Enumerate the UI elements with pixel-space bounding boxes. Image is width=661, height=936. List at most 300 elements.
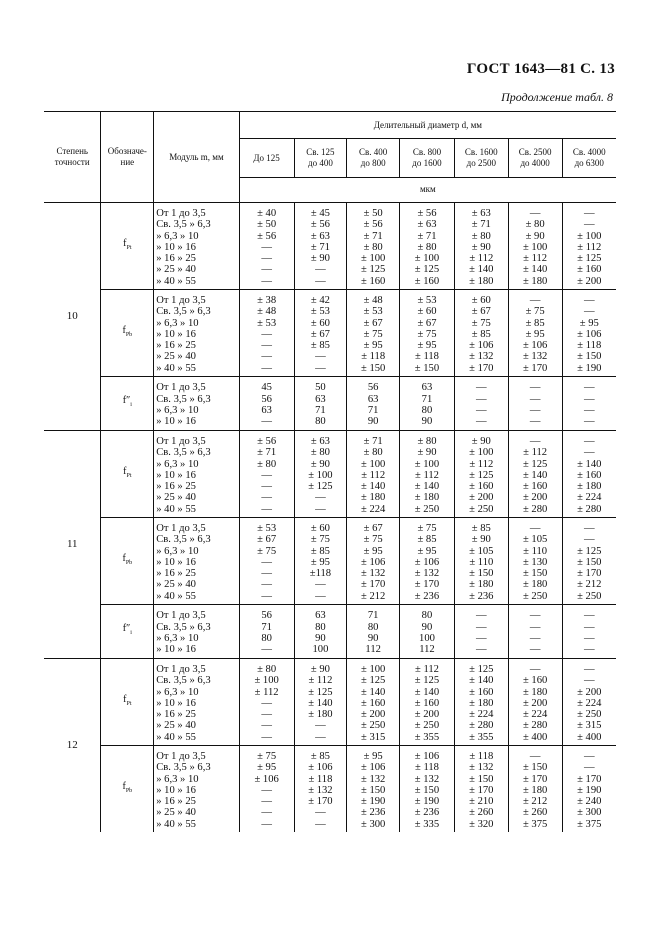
tolerance-value: — — [476, 610, 487, 622]
tolerance-value: ± 400 — [577, 731, 602, 743]
tolerance-value: ± 95 — [363, 340, 383, 352]
tolerance-value: — — [476, 633, 487, 644]
tolerance-value: ± 80 — [525, 219, 545, 231]
tolerance-value: ± 45 — [310, 207, 330, 219]
tolerance-value: ± 118 — [469, 750, 494, 762]
tolerance-value: 50 — [315, 382, 326, 394]
tolerance-value: — — [476, 382, 487, 394]
tolerance-value: — — [583, 294, 595, 306]
value-cell — [239, 431, 294, 518]
tolerance-value: — — [315, 264, 326, 276]
tolerance-value: ± 140 — [469, 264, 494, 276]
header-symbol-line: ние — [120, 157, 135, 167]
value-cell — [294, 659, 347, 746]
tolerance-value: 63 — [367, 393, 379, 405]
value-cell — [454, 377, 508, 431]
module-range: Св. 3,5 » 6,3 — [156, 675, 211, 687]
tolerance-value: ± 95 — [417, 545, 437, 557]
value-cell — [400, 746, 455, 833]
tolerance-value: ± 315 — [360, 731, 386, 743]
value-cell — [294, 518, 347, 605]
module-range: » 25 » 40 — [156, 807, 196, 819]
tolerance-value: ± 150 — [577, 556, 602, 568]
module-range: От 1 до 3,5 — [156, 294, 206, 306]
tolerance-value: ± 53 — [310, 306, 330, 318]
tolerance-value: ± 170 — [469, 784, 494, 796]
tolerance-value: — — [476, 405, 487, 416]
tolerance-value: ± 67 — [471, 306, 491, 318]
header-diameter-col-line: До 125 — [253, 152, 280, 163]
module-range: » 10 » 16 — [156, 328, 196, 340]
tolerance-value: ± 240 — [577, 796, 602, 808]
tolerance-value: ± 100 — [360, 253, 386, 265]
tolerance-value: ± 106 — [360, 556, 386, 568]
tolerance-value: — — [583, 447, 595, 459]
tolerance-value: — — [261, 784, 272, 796]
tolerance-value: 80 — [261, 633, 272, 644]
tolerance-value: — — [583, 416, 595, 428]
module-range: » 6,3 » 10 — [156, 458, 199, 470]
tolerance-value: ± 48 — [363, 294, 383, 306]
tolerance-value: ± 335 — [414, 818, 440, 830]
tolerance-value: ± 100 — [577, 230, 602, 242]
tolerance-value: ± 71 — [257, 447, 277, 459]
tolerance-value: ± 150 — [522, 568, 548, 580]
header-diameter-col — [294, 139, 347, 178]
tolerance-value: ± 224 — [469, 709, 494, 721]
tolerance-value: ± 112 — [308, 675, 333, 687]
value-cell — [562, 518, 616, 605]
tolerance-value: ± 80 — [417, 435, 437, 447]
tolerance-value: 63 — [421, 382, 433, 394]
tolerance-value: ± 112 — [414, 663, 439, 675]
value-cell — [508, 605, 562, 659]
module-range: » 40 » 55 — [156, 590, 196, 602]
tolerance-value: ± 71 — [310, 241, 330, 253]
module-range: От 1 до 3,5 — [156, 750, 206, 762]
value-cell — [239, 518, 294, 605]
tolerance-value: — — [261, 492, 272, 504]
tolerance-value: — — [583, 393, 595, 405]
value-cell — [508, 203, 562, 290]
tolerance-value: ± 200 — [522, 492, 548, 504]
tolerance-value: ± 110 — [469, 556, 494, 568]
tolerance-value: ± 118 — [308, 773, 333, 785]
header-diameter-col — [562, 139, 616, 178]
tolerance-value: — — [529, 382, 541, 394]
tolerance-value: ± 53 — [363, 306, 383, 318]
module-range: » 16 » 25 — [156, 796, 196, 808]
tolerance-value: ± 212 — [522, 796, 548, 808]
tolerance-value: ± 95 — [257, 762, 277, 774]
tolerance-value: ± 100 — [522, 241, 548, 253]
tolerance-value: ± 95 — [417, 340, 437, 352]
module-range: » 6,3 » 10 — [156, 686, 199, 698]
tolerance-value: — — [583, 663, 595, 675]
tolerance-value: ± 200 — [577, 686, 602, 698]
tolerance-value: ± 118 — [361, 351, 386, 363]
tolerance-value: ± 112 — [469, 253, 494, 265]
tolerance-symbol-sub: Pt — [126, 700, 132, 707]
tolerance-value: — — [583, 633, 595, 644]
module-range: » 40 » 55 — [156, 275, 196, 287]
tolerance-value: ± 85 — [310, 545, 330, 557]
tolerance-value: ± 105 — [469, 545, 494, 557]
tolerance-value: — — [583, 675, 595, 687]
tolerance-value: — — [529, 294, 541, 306]
tolerance-value: — — [529, 663, 541, 675]
tolerance-value: ± 53 — [417, 294, 437, 306]
tolerance-value: ± 170 — [522, 362, 548, 374]
module-range: » 10 » 16 — [156, 469, 196, 481]
tolerance-value: ± 170 — [360, 579, 386, 591]
tolerance-value: ± 100 — [360, 663, 386, 675]
tolerance-value: ± 190 — [577, 784, 602, 796]
tolerance-value: ± 180 — [308, 709, 333, 721]
tolerance-value: — — [261, 351, 272, 363]
tolerance-value: ± 250 — [414, 720, 440, 732]
tolerance-value: — — [583, 534, 595, 546]
module-cell — [154, 746, 239, 833]
tolerance-value: ± 180 — [414, 492, 440, 504]
tolerance-symbol-main: f″ — [122, 395, 131, 407]
tolerance-value: ± 160 — [469, 686, 494, 698]
tolerance-value: ± 140 — [522, 469, 548, 481]
tolerance-value: ± 80 — [471, 230, 491, 242]
tolerance-value: ± 140 — [360, 686, 386, 698]
header-diameter-col-line: Св. 1600 — [464, 147, 498, 157]
tolerance-value: ± 132 — [414, 773, 440, 785]
module-cell — [154, 659, 239, 746]
header-diameter-col — [347, 139, 400, 178]
tolerance-value: — — [315, 579, 326, 591]
tolerance-symbol-sub: Pb — [125, 559, 133, 566]
tolerance-value: — — [315, 818, 326, 830]
value-cell — [347, 203, 400, 290]
tolerance-value: — — [261, 818, 272, 830]
header-module: Модуль m, мм — [154, 112, 239, 203]
tolerance-value: 90 — [367, 416, 379, 428]
tolerance-value: — — [315, 590, 326, 602]
tolerance-value: ± 106 — [254, 773, 279, 785]
tolerance-value: ± 105 — [522, 534, 548, 546]
tolerance-symbol-sub: i — [130, 402, 132, 409]
tolerance-value: 80 — [315, 621, 326, 633]
tolerance-value: ± 56 — [257, 435, 277, 447]
tolerance-value: 90 — [367, 633, 379, 644]
tolerance-value: — — [583, 522, 595, 534]
tolerance-value: ± 125 — [577, 545, 602, 557]
module-range: Св. 3,5 » 6,3 — [156, 219, 211, 231]
tolerance-value: ± 160 — [577, 264, 602, 276]
tolerance-value: ± 180 — [360, 492, 386, 504]
tolerance-symbol — [101, 605, 154, 659]
tolerance-symbol-main: f″ — [122, 623, 131, 635]
value-cell — [239, 746, 294, 833]
tolerance-value: ± 132 — [469, 351, 494, 363]
tolerance-value: 71 — [315, 405, 326, 416]
tolerance-value: ± 200 — [522, 697, 548, 709]
module-range: От 1 до 3,5 — [156, 207, 206, 219]
module-range: » 16 » 25 — [156, 253, 196, 265]
module-range: » 25 » 40 — [156, 264, 196, 276]
tolerance-value: ± 224 — [522, 709, 548, 721]
tolerance-value: ± 67 — [257, 534, 277, 546]
header-diameter-col-line: до 800 — [360, 158, 386, 168]
tolerance-value: ± 75 — [310, 534, 330, 546]
tolerance-value: ± 170 — [469, 362, 494, 374]
tolerance-value: ± 150 — [360, 784, 386, 796]
tolerance-value: ± 150 — [522, 762, 548, 774]
tolerance-value: ± 75 — [363, 328, 383, 340]
tolerance-value: ± 180 — [522, 275, 548, 287]
tolerance-value: — — [583, 610, 595, 622]
tolerance-value: ± 160 — [522, 481, 548, 493]
tolerance-value: — — [261, 253, 272, 265]
tolerance-value: ± 140 — [414, 686, 440, 698]
tolerance-value: ± 150 — [414, 784, 440, 796]
tolerance-value: 63 — [315, 610, 326, 622]
tolerance-value: 56 — [367, 382, 379, 394]
module-range: » 6,3 » 10 — [156, 545, 199, 557]
module-range: Св. 3,5 » 6,3 — [156, 447, 211, 459]
tolerance-value: ± 170 — [308, 796, 333, 808]
tolerance-value: ± 170 — [577, 773, 602, 785]
tolerance-value: ± 112 — [523, 447, 548, 459]
tolerance-value: ± 180 — [469, 579, 494, 591]
tolerance-value: 80 — [367, 621, 379, 633]
tolerance-value: ± 112 — [361, 469, 386, 481]
value-cell — [400, 290, 455, 377]
tolerance-value: 63 — [315, 393, 326, 405]
module-range: От 1 до 3,5 — [156, 663, 206, 675]
tolerance-value: ± 100 — [414, 458, 440, 470]
tolerance-value: ± 180 — [522, 784, 548, 796]
tolerance-value: ± 320 — [469, 818, 494, 830]
tolerance-value: ± 71 — [363, 230, 383, 242]
tolerance-value: ± 90 — [417, 447, 437, 459]
value-cell — [400, 377, 455, 431]
module-range: » 25 » 40 — [156, 720, 196, 732]
tolerance-value: ± 80 — [310, 447, 330, 459]
tolerance-value: ± 160 — [360, 697, 386, 709]
value-cell — [508, 431, 562, 518]
tolerance-value: 71 — [367, 405, 379, 416]
tolerance-value: ± 56 — [310, 219, 330, 231]
tolerance-value: — — [529, 750, 541, 762]
tolerance-symbol-main: f — [123, 465, 127, 477]
value-cell — [400, 518, 455, 605]
value-cell — [454, 518, 508, 605]
tolerance-value: ± 80 — [257, 458, 277, 470]
module-range: Св. 3,5 » 6,3 — [156, 621, 211, 633]
value-cell — [294, 605, 347, 659]
tolerance-value: — — [315, 362, 326, 374]
tolerance-value: ± 40 — [257, 207, 277, 219]
tolerance-value: — — [261, 275, 272, 287]
tolerance-value: ± 250 — [360, 720, 386, 732]
tolerance-value: ± 50 — [257, 219, 277, 231]
value-cell — [347, 659, 400, 746]
tolerance-value: ± 355 — [414, 731, 440, 743]
tolerance-value: ± 280 — [522, 720, 548, 732]
module-range: » 10 » 16 — [156, 644, 196, 656]
module-range: » 25 » 40 — [156, 579, 196, 591]
table-continuation-label: Продолжение табл. 8 — [501, 90, 613, 104]
tolerance-value: ± 315 — [577, 720, 602, 732]
tolerance-value: ± 56 — [417, 207, 437, 219]
module-range: От 1 до 3,5 — [156, 522, 206, 534]
header-diameter-col — [454, 139, 508, 178]
header-diameter-col-line: до 2500 — [466, 158, 496, 168]
tolerance-value: ± 63 — [310, 435, 330, 447]
tolerance-value: — — [529, 207, 541, 219]
tolerance-value: ± 112 — [523, 253, 548, 265]
value-cell — [400, 659, 455, 746]
module-range: » 40 » 55 — [156, 362, 196, 374]
tolerance-value: ± 125 — [360, 264, 386, 276]
module-cell — [154, 431, 239, 518]
tolerance-value: ± 80 — [363, 447, 383, 459]
tolerance-value: ± 212 — [360, 590, 386, 602]
value-cell — [508, 659, 562, 746]
tolerance-value: — — [261, 568, 272, 580]
tolerance-value: ± 75 — [257, 750, 277, 762]
header-diameter-col-line: Св. 800 — [412, 147, 442, 157]
tolerance-value: ± 200 — [469, 492, 494, 504]
tolerance-symbol — [101, 659, 154, 746]
tolerance-value: ± 250 — [522, 590, 548, 602]
tolerance-value: ± 170 — [414, 579, 440, 591]
tolerance-value: — — [261, 503, 272, 515]
tolerance-value: — — [261, 416, 272, 428]
value-cell — [347, 290, 400, 377]
tolerance-value: — — [583, 207, 595, 219]
tolerance-value: — — [261, 720, 272, 732]
tolerance-value: 112 — [419, 644, 435, 656]
tolerance-value: ± 224 — [577, 492, 602, 504]
tolerance-value: — — [315, 275, 326, 287]
tolerance-value: — — [261, 469, 272, 481]
value-cell — [239, 377, 294, 431]
tolerance-value: ± 63 — [471, 207, 491, 219]
tolerance-value: ± 118 — [414, 351, 439, 363]
tolerance-value: ± 48 — [257, 306, 277, 318]
value-cell — [562, 746, 616, 833]
tolerance-value: ± 106 — [469, 340, 494, 352]
tolerance-value: — — [261, 340, 272, 352]
module-range: От 1 до 3,5 — [156, 435, 206, 447]
tolerance-value: ± 112 — [254, 686, 279, 698]
tolerance-symbol — [101, 203, 154, 290]
tolerance-symbol-main: f — [122, 324, 126, 336]
module-range: » 16 » 25 — [156, 340, 196, 352]
tolerance-value: ± 160 — [414, 275, 440, 287]
precision-degree: 11 — [44, 431, 101, 659]
module-cell — [154, 605, 239, 659]
tolerance-value: — — [261, 796, 272, 808]
header-diameter-col-line: Св. 125 — [306, 147, 335, 157]
tolerance-symbol-sub: Pt — [126, 472, 132, 479]
tolerance-value: 90 — [421, 416, 433, 428]
tolerance-value: ± 85 — [417, 534, 437, 546]
tolerance-value: ± 80 — [363, 241, 383, 253]
tolerance-value: ± 132 — [469, 762, 494, 774]
tolerance-value: ± 375 — [522, 818, 548, 830]
tolerance-value: — — [261, 590, 272, 602]
value-cell — [294, 290, 347, 377]
tolerance-value: ± 160 — [522, 675, 548, 687]
value-cell — [294, 431, 347, 518]
tolerance-value: ± 110 — [523, 545, 548, 557]
tolerance-value: — — [529, 393, 541, 405]
tolerance-value: — — [315, 492, 326, 504]
tolerance-value: — — [261, 556, 272, 568]
value-cell — [400, 605, 455, 659]
tolerance-value: — — [261, 579, 272, 591]
tolerance-value: ± 355 — [469, 731, 494, 743]
tolerance-symbol — [101, 431, 154, 518]
tolerance-value: ± 106 — [360, 762, 386, 774]
tolerance-value: ± 250 — [469, 503, 494, 515]
tolerance-value: ± 125 — [469, 469, 494, 481]
header-diameter-col — [400, 139, 455, 178]
tolerance-value: ± 132 — [308, 784, 333, 796]
tolerance-value: ± 67 — [363, 317, 383, 329]
header-degree-line: точности — [54, 157, 90, 167]
value-cell — [508, 746, 562, 833]
header-diameter-col-line: до 6300 — [574, 158, 604, 168]
value-cell — [454, 203, 508, 290]
tolerance-value: ± 50 — [363, 207, 383, 219]
tolerance-value: 100 — [419, 633, 435, 644]
tolerance-value: — — [529, 621, 541, 633]
tolerance-value: ± 132 — [522, 351, 548, 363]
tolerance-value: — — [529, 405, 541, 416]
tolerance-value: — — [583, 382, 595, 394]
module-cell — [154, 203, 239, 290]
value-cell — [454, 605, 508, 659]
tolerance-value: ± 236 — [414, 807, 440, 819]
tolerance-value: ± 280 — [522, 503, 548, 515]
tolerance-value: 112 — [365, 644, 381, 656]
tolerance-value: ± 67 — [417, 317, 437, 329]
tolerance-value: ± 280 — [577, 503, 602, 515]
tolerance-value: ± 112 — [469, 458, 494, 470]
tolerance-value: 71 — [421, 393, 433, 405]
value-cell — [562, 377, 616, 431]
tolerance-symbol-main: f — [123, 237, 127, 249]
tolerance-value: — — [261, 644, 272, 656]
tolerance-value: ± 160 — [469, 481, 494, 493]
header-diameter: Делительный диаметр d, мм — [239, 112, 616, 139]
value-cell — [562, 290, 616, 377]
tolerance-value: ± 400 — [522, 731, 548, 743]
tolerance-value: — — [261, 731, 272, 743]
value-cell — [400, 203, 455, 290]
tolerance-value: ± 95 — [579, 317, 599, 329]
tolerance-value: ± 60 — [471, 294, 491, 306]
value-cell — [400, 431, 455, 518]
tolerance-value: ± 100 — [254, 675, 279, 687]
tolerance-value: ± 71 — [417, 230, 437, 242]
tolerance-value: ± 140 — [469, 675, 494, 687]
value-cell — [347, 605, 400, 659]
tolerance-value: — — [261, 709, 272, 721]
header-diameter-col-line: Св. 400 — [359, 147, 388, 157]
tolerance-value: — — [529, 644, 541, 656]
tolerance-symbol — [101, 746, 154, 833]
